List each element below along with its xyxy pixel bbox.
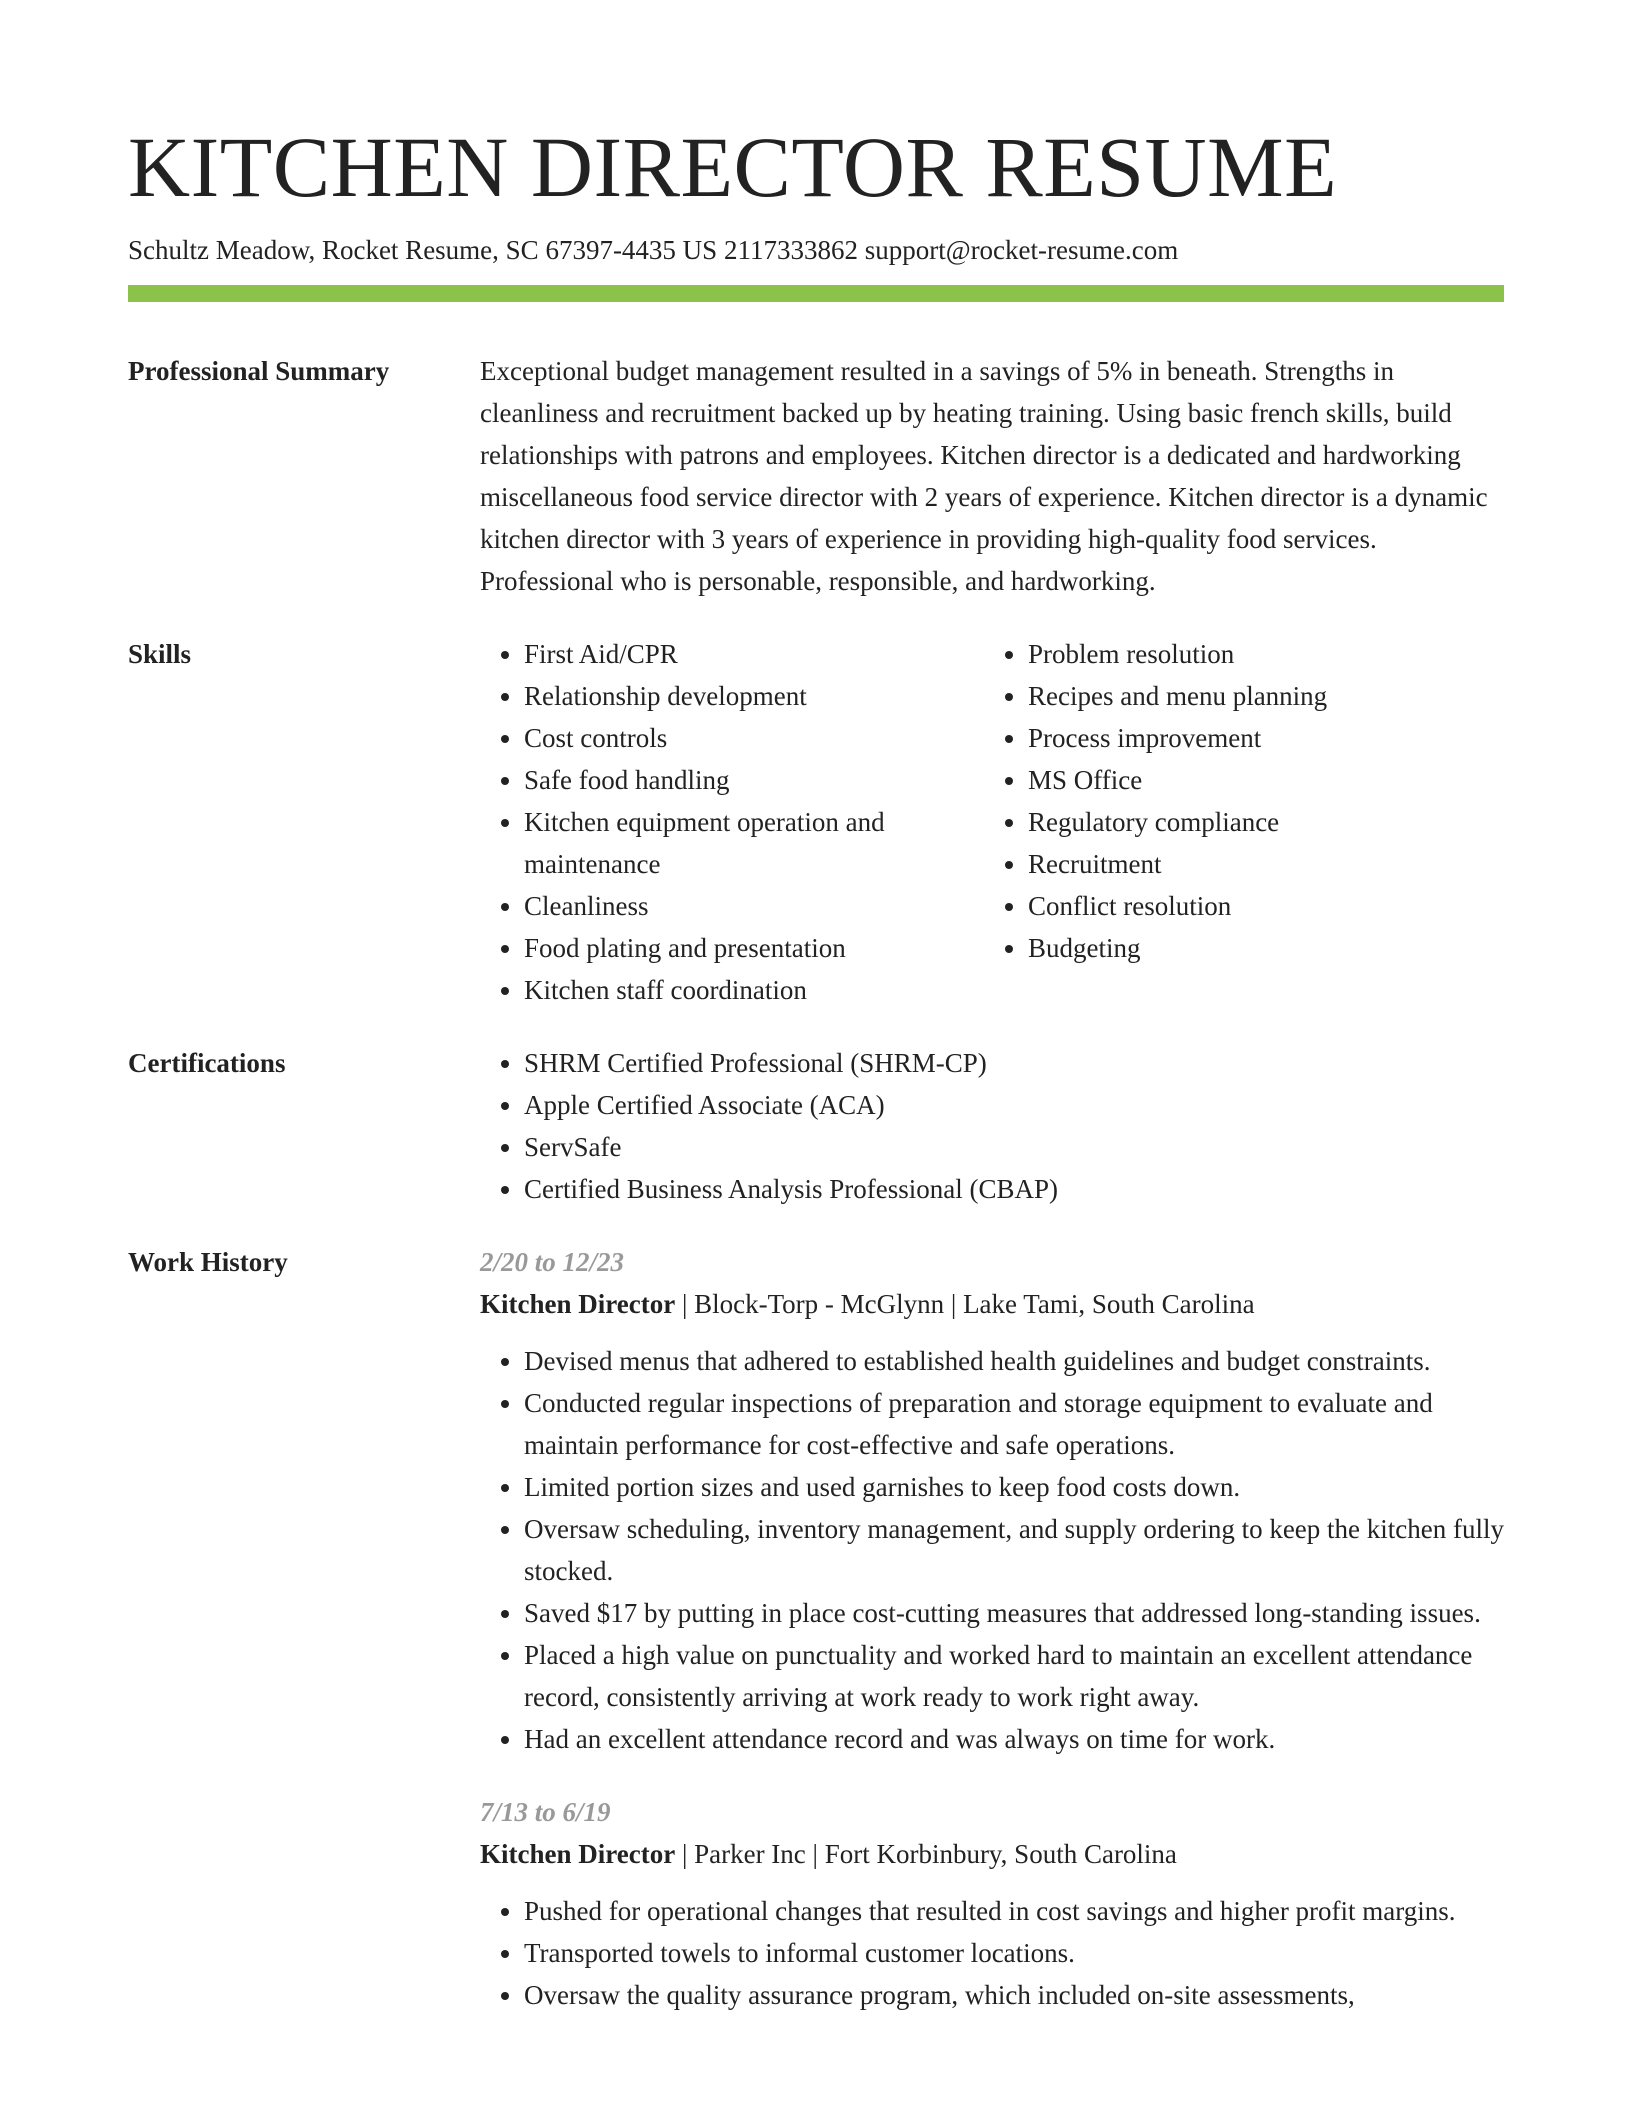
summary-text: Exceptional budget management resulted in a savings of 5% in beneath. Strengths in cleanliness and recruitment backed up by heating training. Using basic french skills, build relationships with patrons and employees. Kitchen director is a dedicated and hardworking miscellaneous food service director with 2 years of experience. Kitchen director is a dynamic kitchen director with 3 years of experience in providing high-quality food services. Professional who is personable, responsible, and hardworking. [480,356,1488,596]
resume-sections [128,350,1504,2016]
skills-body [480,633,1504,1011]
job-bullet: • Devised menus that adhered to established health guidelines and budget constraints. [524,1340,1504,1382]
skill-item: • Problem resolution [1028,633,1548,675]
job-title: Kitchen Director [480,1839,676,1869]
skill-item: • Process improvement [1028,717,1548,759]
work-history-body [480,1241,1504,2016]
skill-item: • Recipes and menu planning [1028,675,1548,717]
job-bullet: • Oversaw scheduling, inventory management, and supply ordering to keep the kitchen fully stocked. [524,1508,1504,1592]
certifications-body [480,1042,1504,1210]
work-history-label: Work History [128,1247,288,1277]
certifications-label: Certifications [128,1048,286,1078]
skill-item: • Regulatory compliance [1028,801,1548,843]
certification-item: • SHRM Certified Professional (SHRM-CP) [524,1042,1504,1084]
job-details: | Block-Torp - McGlynn | Lake Tami, South Carolina [675,1289,1255,1319]
job-bullet: • Conducted regular inspections of preparation and storage equipment to evaluate and maintain performance for cost-effective and safe operations. [524,1382,1504,1466]
job-bullet: • Limited portion sizes and used garnishes to keep food costs down. [524,1466,1504,1508]
skills-list-left [480,633,984,1011]
skill-item: • Budgeting [1028,927,1548,969]
skills-list-right [984,633,1548,1011]
certifications-list [480,1042,1504,1210]
skill-item: • Food plating and presentation [524,927,984,969]
job-bullet: • Transported towels to informal customer locations. [524,1932,1504,1974]
certification-item: • Apple Certified Associate (ACA) [524,1084,1504,1126]
skill-item: • Kitchen staff coordination [524,969,984,1011]
skill-item: • Recruitment [1028,843,1548,885]
summary-section [128,350,1504,602]
skill-item: • MS Office [1028,759,1548,801]
resume-title: KITCHEN DIRECTOR RESUME [128,119,1338,215]
job-dates: 7/13 to 6/19 [480,1797,611,1827]
job-header [480,1833,1504,1875]
skills-label: Skills [128,639,192,669]
accent-divider [128,285,1504,302]
job-dates: 2/20 to 12/23 [480,1247,625,1277]
skill-item: • First Aid/CPR [524,633,984,675]
summary-body [480,350,1504,602]
job-bullet: • Had an excellent attendance record and was always on time for work. [524,1718,1504,1760]
skill-item: • Kitchen equipment operation and maintenance [524,801,984,885]
skill-item: • Relationship development [524,675,984,717]
job-bullet: • Placed a high value on punctuality and worked hard to maintain an excellent attendance record, consistently arriving at work ready to work right away. [524,1634,1504,1718]
skill-item: • Cleanliness [524,885,984,927]
job-bullet: • Oversaw the quality assurance program, which included on-site assessments, [524,1974,1504,2016]
certification-item: • ServSafe [524,1126,1504,1168]
certification-item: • Certified Business Analysis Professional (CBAP) [524,1168,1504,1210]
job-bullet: • Saved $17 by putting in place cost-cutting measures that addressed long-standing issues. [524,1592,1504,1634]
skill-item: • Conflict resolution [1028,885,1548,927]
job-header [480,1283,1504,1325]
job-bullets [480,1340,1504,1760]
skills-section [128,633,1504,1011]
job-entry [480,1241,1504,1760]
job-bullets [480,1890,1504,2016]
summary-label: Professional Summary [128,356,390,386]
skill-item: • Safe food handling [524,759,984,801]
work-history-section [128,1241,1504,2016]
contact-line: Schultz Meadow, Rocket Resume, SC 67397-4435 US 2117333862 support@rocket-resume.com [128,235,1179,265]
job-title: Kitchen Director [480,1289,676,1319]
job-entry [480,1791,1504,2016]
job-bullet: • Pushed for operational changes that resulted in cost savings and higher profit margins. [524,1890,1504,1932]
certifications-section [128,1042,1504,1210]
skill-item: • Cost controls [524,717,984,759]
job-details: | Parker Inc | Fort Korbinbury, South Carolina [675,1839,1177,1869]
